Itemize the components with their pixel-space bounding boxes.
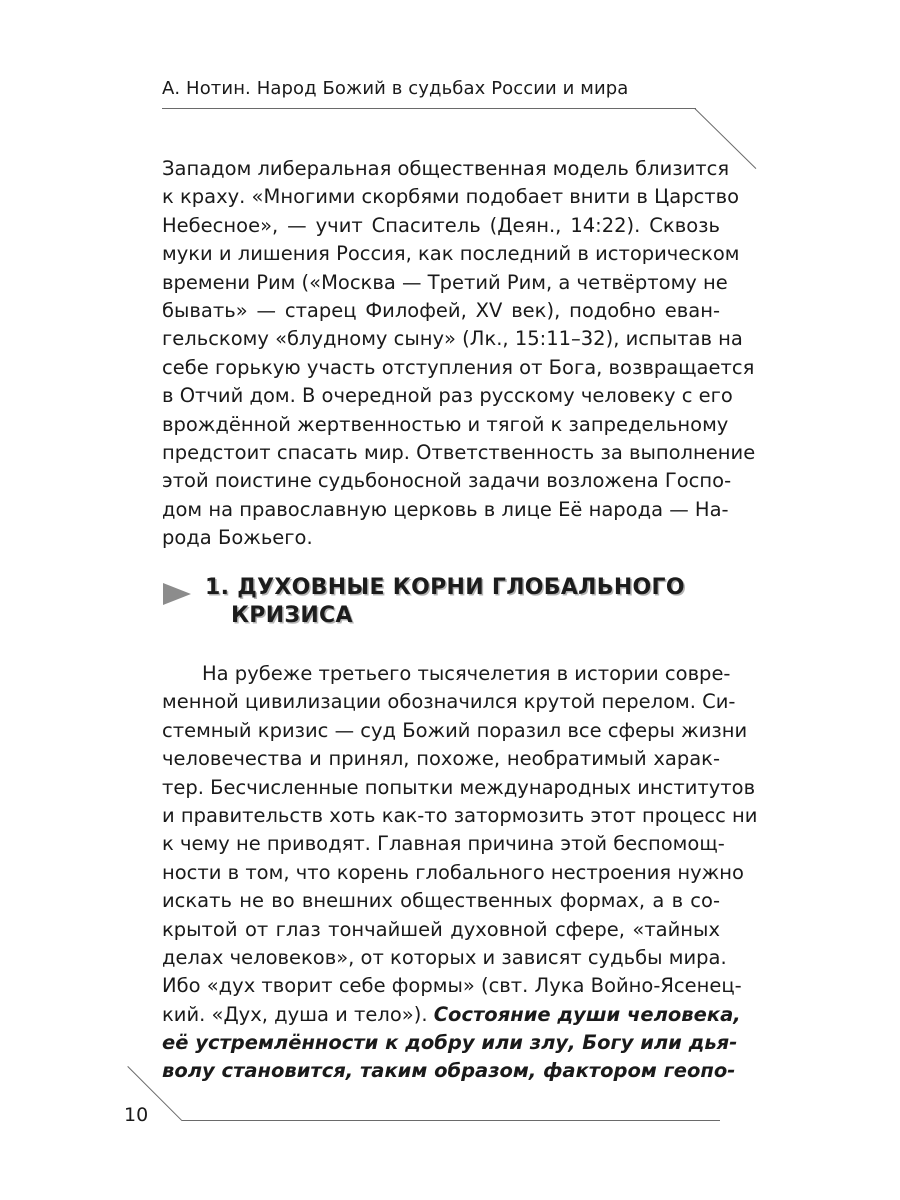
page-number: 10 — [124, 1104, 149, 1126]
text-line: в Отчий дом. В очередной раз русскому человеку с его — [162, 384, 733, 408]
text-normal: кий. «Дух, душа и тело»). — [162, 1002, 434, 1026]
text-line: себе горькую участь отступления от Бога, возвращается — [162, 355, 755, 379]
running-head: А. Нотин. Народ Божий в судьбах России и мира — [162, 78, 629, 99]
text-line: гельскому «блудному сыну» (Лк., 15:11–32), испытав на — [162, 327, 743, 351]
text-line: и правительств хоть как-то затормозить этот процесс ни — [162, 803, 758, 827]
footer-rule — [182, 1120, 720, 1121]
text-line: Западом либеральная общественная модель близится — [162, 157, 730, 180]
paragraph-intro — [162, 155, 756, 552]
text-line: к краху. «Многими скорбями подобает внити в Царство — [162, 185, 740, 209]
text-line: человечества и принял, похоже, необратимый харак- — [162, 747, 720, 771]
text-line: крытой от глаз тончайшей духовной сфере, «тайных — [162, 917, 720, 941]
text-line-emphasis: волу становится, таким образом, фактором геопо- — [162, 1059, 736, 1083]
section-heading-line: 1. ДУХОВНЫЕ КОРНИ ГЛОБАЛЬНОГО — [205, 575, 685, 600]
text-line-mixed — [162, 1001, 741, 1029]
text-line: стемный кризис — суд Божий поразил все сферы жизни — [162, 718, 748, 742]
text-line: к чему не приводят. Главная причина этой беспомощ- — [162, 832, 725, 856]
paragraph-crisis — [162, 660, 758, 1086]
text-line: рода Божьего. — [162, 526, 313, 550]
text-line-emphasis: её устремлённости к добру или злу, Богу или дья- — [162, 1031, 738, 1055]
text-line: делах человеков», от которых и зависят судьбы мира. — [162, 945, 727, 969]
text-line: тер. Бесчисленные попытки международных институтов — [162, 775, 756, 799]
text-line: Ибо «дух творит себе формы» (свт. Лука Войно-Ясенец- — [162, 974, 742, 998]
text-line: врождённой жертвенностью и тягой к запредельному — [162, 412, 729, 436]
text-line: На рубеже третьего тысячелетия в истории совре- — [202, 662, 731, 685]
text-line: бывать» — старец Филофей, XV век), подобно еван- — [162, 298, 720, 322]
text-line: дом на православную церковь в лице Её народа — На- — [162, 497, 729, 521]
text-line: менной цивилизации обозначился крутой перелом. Си- — [162, 690, 736, 714]
section-heading-line: КРИЗИСА — [231, 603, 353, 628]
header-rule — [162, 108, 696, 109]
text-emphasis: Состояние души человека, — [433, 1002, 741, 1026]
text-line: предстоит спасать мир. Ответственность за выполнение — [162, 440, 756, 464]
text-line: ности в том, что корень глобального нестроения нужно — [162, 860, 744, 884]
text-line: этой поистине судьбоносной задачи возложена Госпо- — [162, 469, 732, 493]
text-line: муки и лишения Россия, как последний в историческом — [162, 242, 740, 266]
text-line: времени Рим («Москва — Третий Рим, а четвёртому не — [162, 270, 728, 294]
section-heading — [205, 574, 685, 630]
text-line: искать не во внешних общественных формах, а в со- — [162, 889, 720, 913]
text-line: Небесное», — учит Спаситель (Деян., 14:22). Сквозь — [162, 213, 720, 237]
section-arrow-icon — [163, 583, 191, 605]
